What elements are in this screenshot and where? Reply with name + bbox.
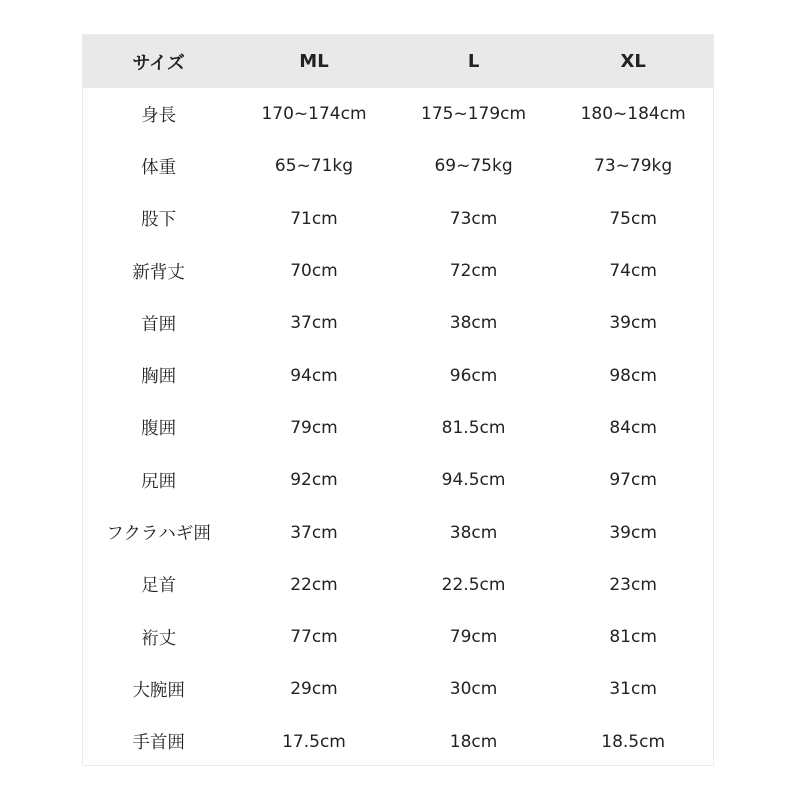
row-value-ml: 94cm: [290, 365, 338, 386]
table-row: [83, 611, 713, 663]
table-row: [83, 193, 713, 245]
row-value-l: 73cm: [449, 208, 498, 229]
row-value-l: 30cm: [449, 679, 498, 700]
row-label: 腹囲: [141, 419, 177, 440]
row-value-l: 81.5cm: [441, 417, 506, 438]
header-size-l: L: [467, 51, 480, 72]
row-value-xl: 39cm: [609, 522, 657, 543]
row-value-ml: 77cm: [290, 627, 338, 648]
table-body: [83, 88, 713, 768]
row-label: フクラハギ囲: [106, 524, 211, 545]
table-row: [83, 297, 713, 349]
row-value-l: 175~179cm: [421, 104, 527, 125]
row-value-l: 69~75kg: [434, 156, 513, 177]
row-value-xl: 23cm: [609, 574, 657, 595]
row-value-l: 18cm: [449, 731, 498, 752]
header-size-ml: ML: [299, 51, 329, 72]
row-value-l: 38cm: [449, 522, 498, 543]
row-value-xl: 39cm: [609, 313, 657, 334]
row-value-ml: 170~174cm: [261, 104, 367, 125]
table-row: [83, 454, 713, 506]
row-label: 身長: [141, 105, 177, 126]
row-value-l: 38cm: [449, 313, 498, 334]
table-row: [83, 88, 713, 140]
header-label-size: サイズ: [132, 52, 185, 74]
row-value-xl: 81cm: [609, 627, 657, 648]
row-value-xl: 180~184cm: [580, 104, 686, 125]
row-label: 手首囲: [132, 733, 185, 754]
table-row: [83, 349, 713, 401]
row-value-xl: 98cm: [609, 365, 657, 386]
row-value-ml: 22cm: [290, 574, 338, 595]
row-value-ml: 65~71kg: [274, 156, 354, 177]
table-row: [83, 402, 713, 454]
row-label: 足首: [141, 576, 177, 597]
table-row: [83, 663, 713, 715]
row-value-xl: 97cm: [609, 470, 657, 491]
row-value-xl: 73~79kg: [594, 156, 673, 177]
row-value-ml: 17.5cm: [282, 731, 346, 752]
row-value-xl: 84cm: [609, 417, 657, 438]
row-value-ml: 71cm: [290, 208, 338, 229]
row-value-ml: 29cm: [290, 679, 338, 700]
row-label: 尻囲: [141, 471, 177, 492]
table-header-row: [83, 35, 713, 88]
row-label: 胸囲: [141, 367, 177, 388]
table-row: [83, 559, 713, 611]
table-row: [83, 716, 713, 768]
row-value-l: 96cm: [449, 365, 498, 386]
row-value-ml: 92cm: [290, 470, 338, 491]
table-row: [83, 245, 713, 297]
row-value-xl: 75cm: [609, 208, 657, 229]
size-chart-table: [82, 34, 714, 766]
row-value-ml: 79cm: [290, 417, 338, 438]
table-row: [83, 140, 713, 192]
row-value-xl: 18.5cm: [601, 731, 666, 752]
row-value-ml: 37cm: [290, 313, 338, 334]
row-value-l: 79cm: [449, 627, 498, 648]
row-label: 新背丈: [132, 262, 185, 283]
row-value-xl: 74cm: [609, 261, 657, 282]
row-value-l: 72cm: [449, 261, 498, 282]
row-label: 股下: [141, 210, 177, 231]
row-value-ml: 37cm: [290, 522, 338, 543]
row-label: 裄丈: [141, 628, 177, 649]
row-label: 首囲: [141, 314, 177, 335]
row-label: 大腕囲: [132, 680, 185, 701]
table-row: [83, 506, 713, 558]
row-value-l: 94.5cm: [441, 470, 506, 491]
row-value-ml: 70cm: [290, 261, 338, 282]
row-value-xl: 31cm: [609, 679, 657, 700]
row-value-l: 22.5cm: [441, 574, 506, 595]
header-size-xl: XL: [620, 51, 646, 72]
row-label: 体重: [141, 157, 177, 178]
